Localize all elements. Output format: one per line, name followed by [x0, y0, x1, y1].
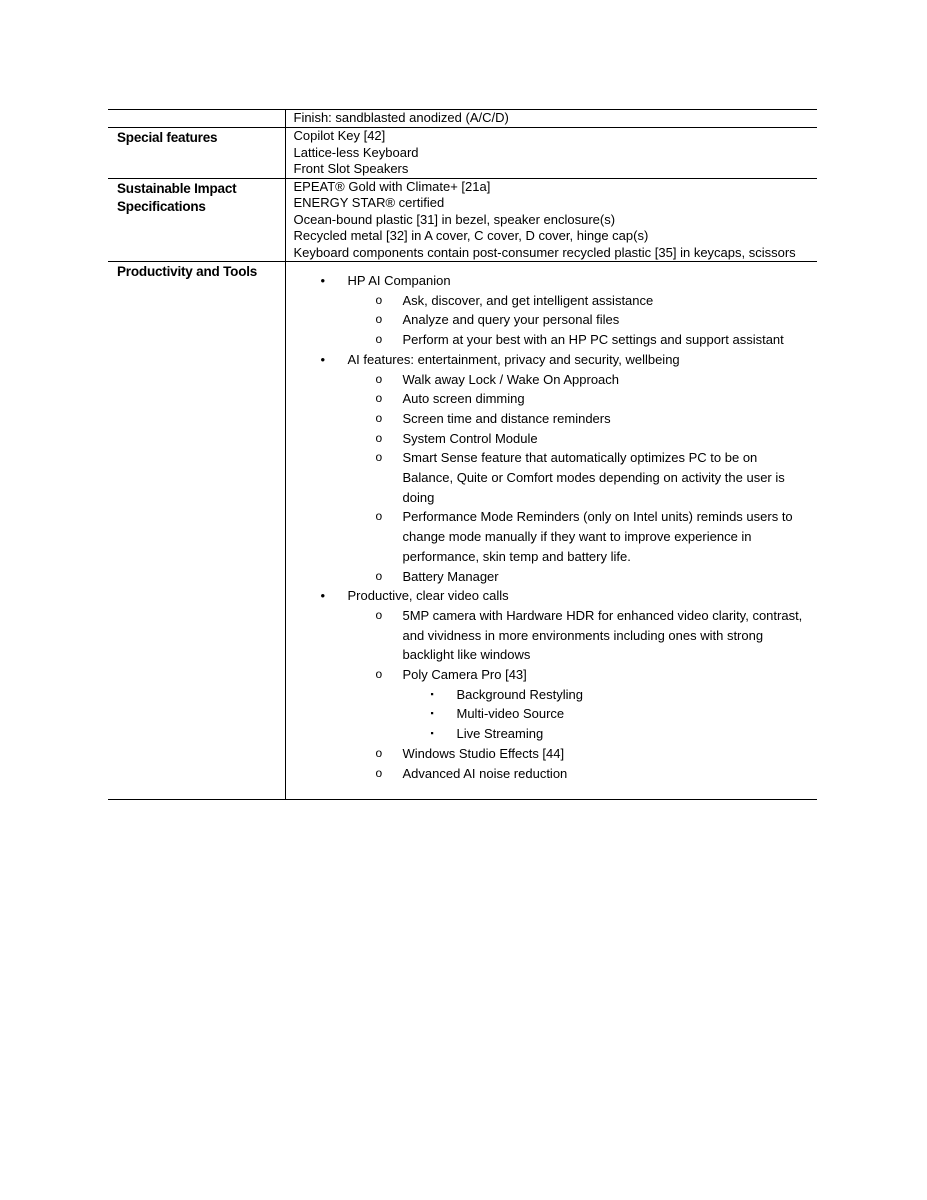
list-item-text: Performance Mode Reminders (only on Intel units) reminds users to change mode manually if they want to improve experience in performance, skin temp and battery life. [402, 509, 793, 564]
bullet-circle-icon: o [375, 509, 383, 524]
bullet-disc-icon: • [320, 351, 326, 367]
sustain-item: Recycled metal [32] in A cover, C cover, D cover, hinge cap(s) [293, 228, 649, 243]
bullet-circle-icon: o [375, 312, 383, 327]
list-item-text: Live Streaming [456, 726, 544, 742]
spec-table [108, 109, 817, 800]
finish-value [285, 110, 817, 128]
list-item [294, 370, 812, 390]
bullet-square-icon: ▪ [430, 688, 434, 699]
productivity-row [108, 262, 817, 800]
finish-row [108, 110, 817, 128]
list-item [294, 330, 812, 350]
bullet-circle-icon: o [375, 371, 383, 386]
list-item-text: Advanced AI noise reduction [402, 765, 568, 781]
list-item-text: System Control Module [402, 430, 538, 446]
sustain-item: Keyboard components contain post-consumer recycled plastic [35] in keycaps, scissors [293, 244, 796, 260]
sustain-item: Ocean-bound plastic [31] in bezel, speaker enclosure(s) [293, 211, 616, 227]
bullet-circle-icon: o [375, 607, 383, 622]
bullet-circle-icon: o [375, 410, 383, 425]
special-features-row [108, 128, 817, 179]
list-item-text: Smart Sense feature that automatically optimizes PC to be on Balance, Quite or Comfort modes depending on activity the user is doing [402, 450, 785, 505]
bullet-circle-icon: o [375, 745, 383, 760]
list-item [294, 271, 812, 291]
finish-line: Finish: sandblasted anodized (A/C/D) [293, 110, 509, 125]
productivity-value [285, 262, 817, 800]
list-item-text: Productive, clear video calls [347, 588, 509, 604]
special-feature-item: Lattice-less Keyboard [293, 144, 419, 160]
list-item [294, 507, 812, 566]
list-item [294, 685, 812, 705]
list-item [294, 389, 812, 409]
special-features-value [285, 128, 817, 179]
bullet-square-icon: ▪ [430, 728, 434, 739]
bullet-circle-icon: o [375, 391, 383, 406]
special-feature-item: Front Slot Speakers [293, 161, 409, 176]
list-item [294, 291, 812, 311]
finish-label [108, 110, 285, 128]
list-item-text: Ask, discover, and get intelligent assistance [402, 292, 654, 308]
sustain-item: EPEAT® Gold with Climate+ [21a] [293, 178, 491, 194]
bullet-square-icon: ▪ [430, 708, 434, 719]
list-item [294, 567, 812, 587]
bullet-circle-icon: o [375, 765, 383, 780]
special-features-label: Special features [108, 128, 285, 179]
list-item-text: Poly Camera Pro [43] [402, 667, 527, 683]
list-item-text: 5MP camera with Hardware HDR for enhanced video clarity, contrast, and vividness in more environments including ones with strong backlight like windows [402, 607, 803, 663]
list-item [294, 448, 812, 507]
bullet-circle-icon: o [375, 292, 383, 307]
list-item-text: HP AI Companion [347, 273, 451, 288]
list-item-text: Auto screen dimming [402, 391, 525, 407]
list-item-text: Battery Manager [402, 568, 499, 584]
list-item [294, 409, 812, 429]
bullet-circle-icon: o [375, 667, 383, 682]
productivity-label: Productivity and Tools [108, 262, 285, 800]
bullet-circle-icon: o [375, 450, 383, 465]
sustainable-impact-label [108, 178, 285, 262]
special-feature-item: Copilot Key [42] [293, 128, 386, 143]
list-item [294, 310, 812, 330]
list-item [294, 350, 812, 370]
bullet-circle-icon: o [375, 430, 383, 445]
list-item [294, 429, 812, 449]
bullet-circle-icon: o [375, 332, 383, 347]
list-item [294, 744, 812, 764]
list-item-text: Analyze and query your personal files [402, 312, 620, 328]
sustainable-label-line: Specifications [117, 198, 206, 214]
list-item-text: Perform at your best with an HP PC settings and support assistant [402, 332, 784, 348]
sustainable-impact-value [285, 178, 817, 262]
list-item-text: Background Restyling [456, 686, 583, 702]
list-item [294, 665, 812, 685]
sustain-item: ENERGY STAR® certified [293, 195, 445, 210]
bullet-disc-icon: • [320, 273, 326, 288]
list-item [294, 764, 812, 784]
list-item-text: AI features: entertainment, privacy and security, wellbeing [347, 351, 680, 367]
bullet-circle-icon: o [375, 568, 383, 583]
list-item [294, 606, 812, 665]
list-item [294, 586, 812, 606]
sustainable-label-line: Sustainable Impact [117, 180, 237, 196]
productivity-list [294, 271, 812, 783]
list-item-text: Screen time and distance reminders [402, 410, 611, 426]
bullet-disc-icon: • [320, 588, 326, 604]
list-item-text: Walk away Lock / Wake On Approach [402, 371, 620, 387]
list-item-text: Windows Studio Effects [44] [402, 745, 565, 761]
list-item [294, 724, 812, 744]
list-item-text: Multi-video Source [456, 706, 565, 722]
sustainable-impact-row [108, 178, 817, 262]
list-item [294, 704, 812, 724]
